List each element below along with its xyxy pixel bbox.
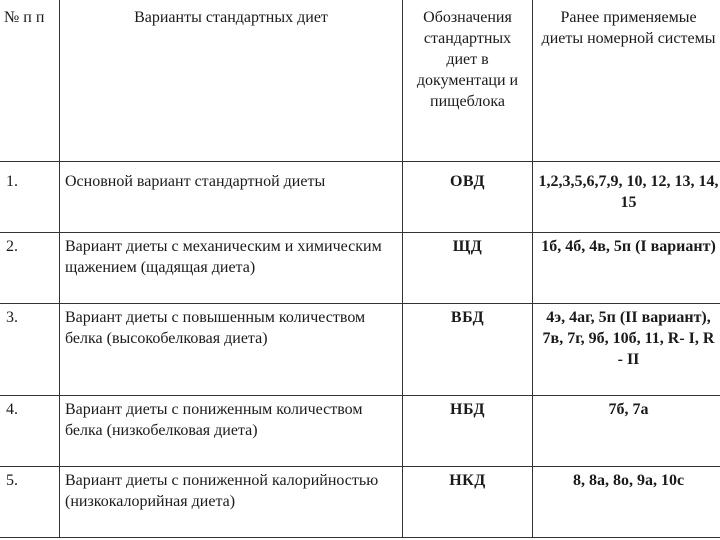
row-diet-name: Вариант диеты с механическим и химическим щажением (щадящая диета) xyxy=(60,233,403,304)
diet-code-text: ОВД xyxy=(449,173,485,190)
row-previous-diets: 8, 8а, 8о, 9а, 10с xyxy=(533,467,720,538)
row-diet-name: Вариант диеты с повышенным количеством белка (высокобелковая диета) xyxy=(60,304,403,396)
table-row xyxy=(0,396,720,467)
table-row xyxy=(0,233,720,304)
header-diet-designation: Обозначения стандартных диет в документаци и пищеблока xyxy=(403,0,533,162)
row-number: 5. xyxy=(0,467,60,538)
header-diet-variants: Варианты стандартных диет xyxy=(60,0,403,162)
row-previous-diets: 4э, 4аг, 5п (II вариант), 7в, 7г, 9б, 10б, 11, R- I, R - II xyxy=(533,304,720,396)
diet-code-text: НКД xyxy=(449,472,486,489)
table-row xyxy=(0,304,720,396)
diet-code-text: НБД xyxy=(450,401,485,418)
row-number: 3. xyxy=(0,304,60,396)
row-previous-diets: 1б, 4б, 4в, 5п (I вариант) xyxy=(533,233,720,304)
row-diet-code xyxy=(403,304,533,396)
diet-code-text: ЩД xyxy=(452,238,483,255)
row-diet-name: Вариант диеты с пониженной калорийностью (низкокалорийная диета) xyxy=(60,467,403,538)
header-number: № п п xyxy=(0,0,60,162)
table-row xyxy=(0,467,720,538)
row-previous-diets: 1,2,3,5,6,7,9, 10, 12, 13, 14, 15 xyxy=(533,162,720,233)
row-diet-name: Вариант диеты с пониженным количеством белка (низкобелковая диета) xyxy=(60,396,403,467)
table-row xyxy=(0,162,720,233)
row-diet-code xyxy=(403,233,533,304)
row-previous-diets: 7б, 7а xyxy=(533,396,720,467)
header-previous-diets: Ранее применяемые диеты номерной системы xyxy=(533,0,720,162)
diet-code-text: ВБД xyxy=(450,309,485,326)
row-number: 1. xyxy=(0,162,60,233)
row-diet-code xyxy=(403,396,533,467)
row-diet-code xyxy=(403,467,533,538)
row-diet-code xyxy=(403,162,533,233)
row-number: 2. xyxy=(0,233,60,304)
header-row xyxy=(0,0,720,162)
row-diet-name: Основной вариант стандартной диеты xyxy=(60,162,403,233)
row-number: 4. xyxy=(0,396,60,467)
